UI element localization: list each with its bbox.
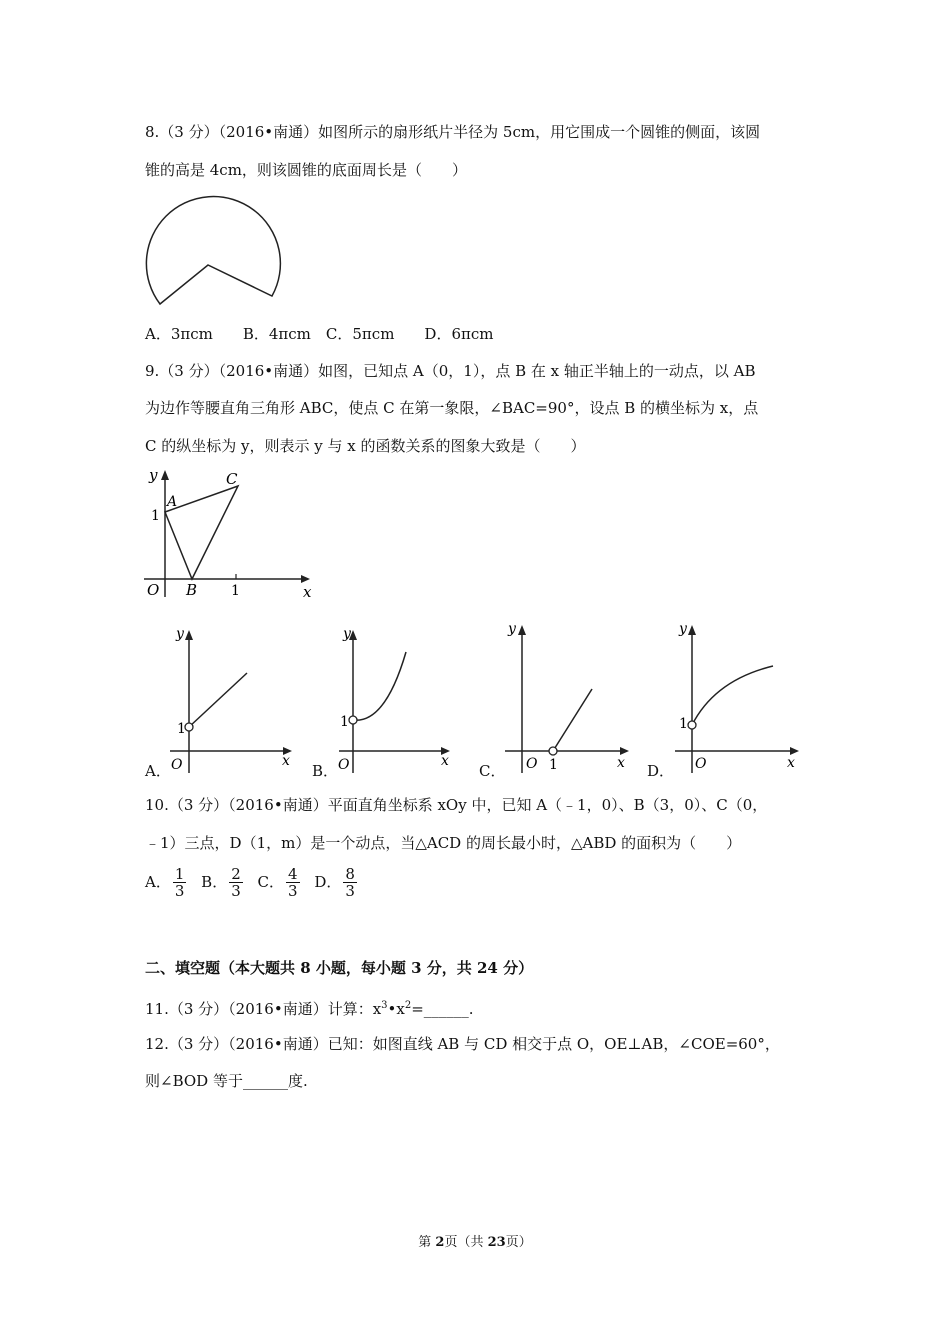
svg-text:y: y (343, 626, 351, 642)
svg-text:1: 1 (549, 757, 558, 773)
q10-option-a: A． $\frac{1}{3}$ (145, 865, 185, 900)
svg-text:O: O (695, 756, 707, 772)
svg-text:x: x (282, 753, 290, 769)
q9-line-3: C 的纵坐标为 y，则表示 y 与 x 的函数关系的图象大致是（ ） (145, 437, 586, 455)
svg-text:x: x (441, 753, 449, 769)
label-x: x (303, 583, 312, 601)
q9-line-1: 9.（3 分）（2016•南通）如图，已知点 A（0，1），点 B 在 x 轴正半轴上的一动点，以 AB (145, 362, 756, 380)
q8-line-1: 8.（3 分）（2016•南通）如图所示的扇形纸片半径为 5cm，用它围成一个圆锥的侧面，该圆 (145, 123, 761, 141)
svg-text:1: 1 (340, 714, 349, 730)
page-footer: 第 2页（共 23页） (418, 1235, 532, 1250)
q9-option-a: A． (145, 762, 171, 780)
q10-option-b: B． $\frac{2}{3}$ (201, 865, 241, 900)
graph-c-curve (553, 689, 592, 751)
label-y: y (149, 466, 158, 484)
section-2-heading: 二、填空题（本大题共 8 小题，每小题 3 分，共 24 分） (145, 959, 534, 977)
graph-a-open-point (185, 723, 193, 731)
q10-line-2: ﹣1）三点，D（1，m）是一个动点，当△ACD 的周长最小时，△ABD 的面积为（ ） (145, 834, 742, 852)
svg-text:x: x (787, 755, 795, 771)
svg-text:x: x (617, 755, 625, 771)
graph-b-curve (353, 652, 406, 720)
q12-line-1: 12.（3 分）（2016•南通）已知：如图直线 AB 与 CD 相交于点 O，OE⊥AB，∠COE=60°， (145, 1035, 780, 1053)
svg-text:y: y (176, 626, 184, 642)
label-b: B (186, 581, 198, 599)
graph-c-open-point (549, 747, 557, 755)
graph-b (335, 620, 460, 780)
x-axis-arrow (301, 575, 310, 583)
svg-text:y: y (679, 621, 687, 637)
svg-text:O: O (338, 757, 350, 773)
q9-line-2: 为边作等腰直角三角形 ABC，使点 C 在第一象限，∠BAC=90°，设点 B 的横坐标为 x，点 (145, 399, 759, 417)
q10-options (145, 866, 359, 899)
label-o: O (147, 581, 160, 599)
graph-d-curve (692, 666, 773, 725)
graph-d-open-point (688, 721, 696, 729)
svg-text:y: y (508, 621, 516, 637)
svg-text:O: O (171, 757, 183, 773)
q9-option-b: B． (312, 762, 339, 780)
sector-figure (138, 192, 288, 312)
graph-d (670, 615, 810, 780)
q9-option-c: C． (479, 762, 506, 780)
graph-a-curve (189, 673, 247, 727)
label-a: A (167, 494, 178, 510)
q11-line: 11.（3 分）（2016•南通）计算：$x^3•x^2=\_\_\_\_\_\_$. (145, 1000, 474, 1018)
graph-b-open-point (349, 716, 357, 724)
q9-option-d: D． (647, 762, 675, 780)
sector-outline (146, 197, 280, 304)
y-axis-arrow (161, 470, 169, 480)
q10-option-d: D． $\frac{8}{3}$ (314, 865, 355, 900)
q8-line-2: 锥的高是 4cm，则该圆锥的底面周长是（ ） (145, 161, 467, 179)
q8-options: A．3πcm B．4πcm C．5πcm D．6πcm (145, 325, 494, 343)
svg-text:O: O (526, 756, 538, 772)
graph-a (165, 620, 300, 780)
q12-line-2: 则∠BOD 等于______度. (145, 1072, 308, 1090)
label-one-y: 1 (151, 508, 160, 524)
svg-text:1: 1 (679, 716, 688, 732)
q10-line-1: 10.（3 分）（2016•南通）平面直角坐标系 xOy 中，已知 A（﹣1，0）、B（3，0）、C（0， (145, 796, 768, 814)
triangle-figure (138, 462, 328, 604)
q10-option-c: C． $\frac{4}{3}$ (257, 865, 298, 900)
label-c: C (226, 470, 238, 488)
svg-text:1: 1 (177, 721, 186, 737)
label-one-x: 1 (231, 583, 240, 599)
graph-c (500, 615, 640, 780)
